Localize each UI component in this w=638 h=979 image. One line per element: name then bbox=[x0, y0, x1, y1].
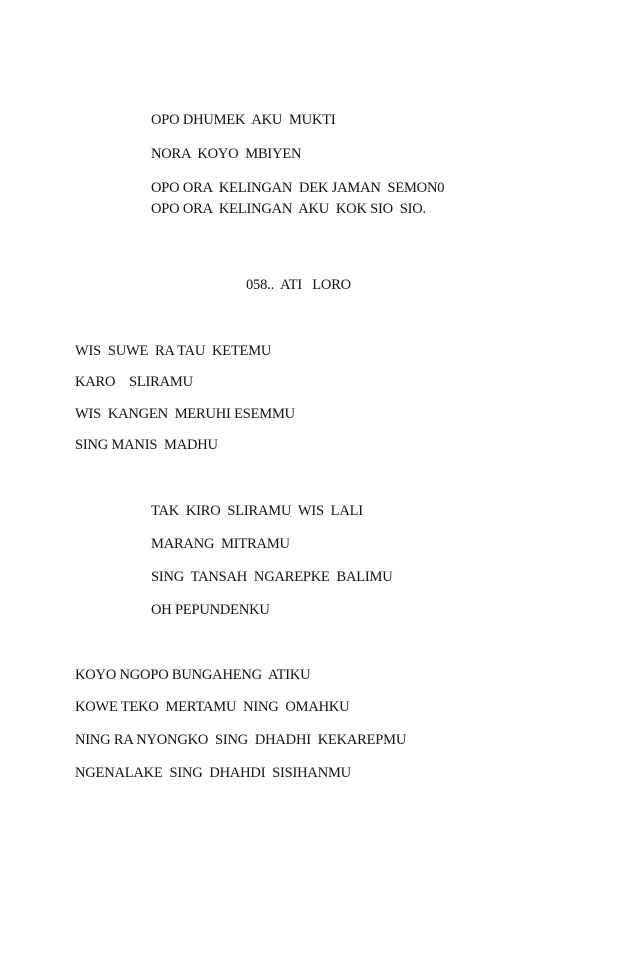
stanza-1-line-1: WIS SUWE RA TAU KETEMU bbox=[75, 343, 272, 359]
top-stanza-line-1: OPO DHUMEK AKU MUKTI bbox=[151, 112, 336, 128]
top-stanza-line-4: OPO ORA KELINGAN AKU KOK SIO SIO. bbox=[151, 201, 426, 217]
stanza-1-line-3: WIS KANGEN MERUHI ESEMMU bbox=[75, 406, 295, 422]
stanza-3-line-4: NGENALAKE SING DHAHDI SISIHANMU bbox=[75, 765, 351, 781]
top-stanza-line-3: OPO ORA KELINGAN DEK JAMAN SEMON0 bbox=[151, 180, 445, 196]
stanza-3-line-2: KOWE TEKO MERTAMU NING OMAHKU bbox=[75, 699, 350, 715]
stanza-3-line-1: KOYO NGOPO BUNGAHENG ATIKU bbox=[75, 667, 311, 683]
stanza-2-line-3: SING TANSAH NGAREPKE BALIMU bbox=[151, 569, 393, 585]
poem-title: 058.. ATI LORO bbox=[246, 277, 351, 293]
stanza-2-line-4: OH PEPUNDENKU bbox=[151, 602, 270, 618]
top-stanza-line-2: NORA KOYO MBIYEN bbox=[151, 146, 302, 162]
stanza-1-line-2: KARO SLIRAMU bbox=[75, 374, 193, 390]
stanza-1-line-4: SING MANIS MADHU bbox=[75, 437, 218, 453]
stanza-2-line-1: TAK KIRO SLIRAMU WIS LALI bbox=[151, 503, 363, 519]
stanza-3-line-3: NING RA NYONGKO SING DHADHI KEKAREPMU bbox=[75, 732, 407, 748]
stanza-2-line-2: MARANG MITRAMU bbox=[151, 536, 290, 552]
